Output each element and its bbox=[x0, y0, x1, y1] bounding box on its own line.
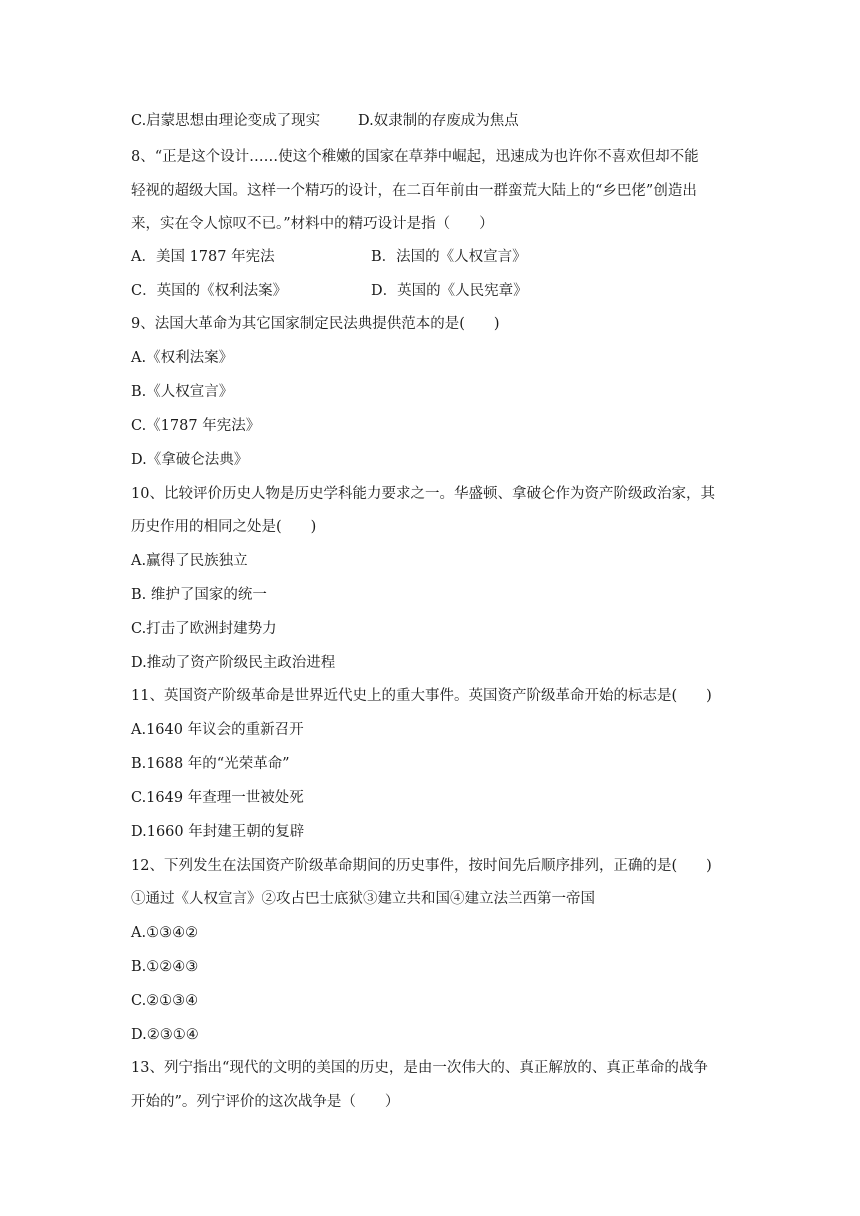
q8-stem-line-3: 来，实在令人惊叹不已。”材料中的精巧设计是指（ ） bbox=[131, 216, 494, 232]
q12-option-b: B.①②④③ bbox=[131, 959, 199, 975]
q10-stem-line-1: 10、比较评价历史人物是历史学科能力要求之一。华盛顿、拿破仑作为资产阶级政治家，其 bbox=[131, 486, 715, 502]
q7-option-c: C.启蒙思想由理论变成了现实 bbox=[131, 113, 321, 129]
q11-stem: 11、英国资产阶级革命是世界近代史上的重大事件。英国资产阶级革命开始的标志是( ) bbox=[131, 688, 712, 704]
q8-stem-line-1: 8、“正是这个设计……使这个稚嫩的国家在草莽中崛起，迅速成为也许你不喜欢但却不能 bbox=[131, 149, 699, 165]
q13-stem-line-1: 13、列宁指出“现代的文明的美国的历史，是由一次伟大的、真正解放的、真正革命的战争 bbox=[131, 1060, 708, 1076]
q12-stem: 12、下列发生在法国资产阶级革命期间的历史事件，按时间先后顺序排列，正确的是( ) bbox=[131, 858, 712, 874]
q8-option-c: C．英国的《权利法案》 bbox=[131, 283, 288, 299]
q10-option-d: D.推动了资产阶级民主政治进程 bbox=[131, 655, 336, 671]
q10-option-a: A.赢得了民族独立 bbox=[131, 553, 248, 569]
q11-option-a: A.1640 年议会的重新召开 bbox=[131, 722, 304, 738]
q12-option-d: D.②③①④ bbox=[131, 1027, 199, 1043]
q8-stem-line-2: 轻视的超级大国。这样一个精巧的设计，在二百年前由一群蛮荒大陆上的“乡巴佬”创造出 bbox=[131, 183, 697, 199]
q8-option-d: D．英国的《人民宪章》 bbox=[371, 283, 528, 299]
q10-option-c: C.打击了欧洲封建势力 bbox=[131, 621, 277, 637]
q10-option-b: B. 维护了国家的统一 bbox=[131, 587, 267, 603]
q7-option-d: D.奴隶制的存废成为焦点 bbox=[358, 113, 519, 129]
q13-stem-line-2: 开始的”。列宁评价的这次战争是（ ） bbox=[131, 1094, 400, 1110]
q9-stem: 9、法国大革命为其它国家制定民法典提供范本的是( ) bbox=[131, 316, 500, 332]
q11-option-c: C.1649 年查理一世被处死 bbox=[131, 790, 304, 806]
q9-option-d: D.《拿破仑法典》 bbox=[131, 452, 249, 468]
q12-option-c: C.②①③④ bbox=[131, 993, 199, 1009]
q10-stem-line-2: 历史作用的相同之处是( ) bbox=[131, 519, 317, 535]
q11-option-b: B.1688 年的“光荣革命” bbox=[131, 756, 290, 772]
q12-option-a: A.①③④② bbox=[131, 925, 199, 941]
q9-option-b: B.《人权宣言》 bbox=[131, 384, 234, 400]
q11-option-d: D.1660 年封建王朝的复辟 bbox=[131, 824, 305, 840]
q8-option-a: A．美国 1787 年宪法 bbox=[131, 249, 275, 265]
q9-option-c: C.《1787 年宪法》 bbox=[131, 418, 261, 434]
q9-option-a: A.《权利法案》 bbox=[131, 350, 234, 366]
q8-option-b: B．法国的《人权宣言》 bbox=[371, 249, 527, 265]
q12-event-list: ①通过《人权宣言》②攻占巴士底狱③建立共和国④建立法兰西第一帝国 bbox=[131, 891, 595, 907]
